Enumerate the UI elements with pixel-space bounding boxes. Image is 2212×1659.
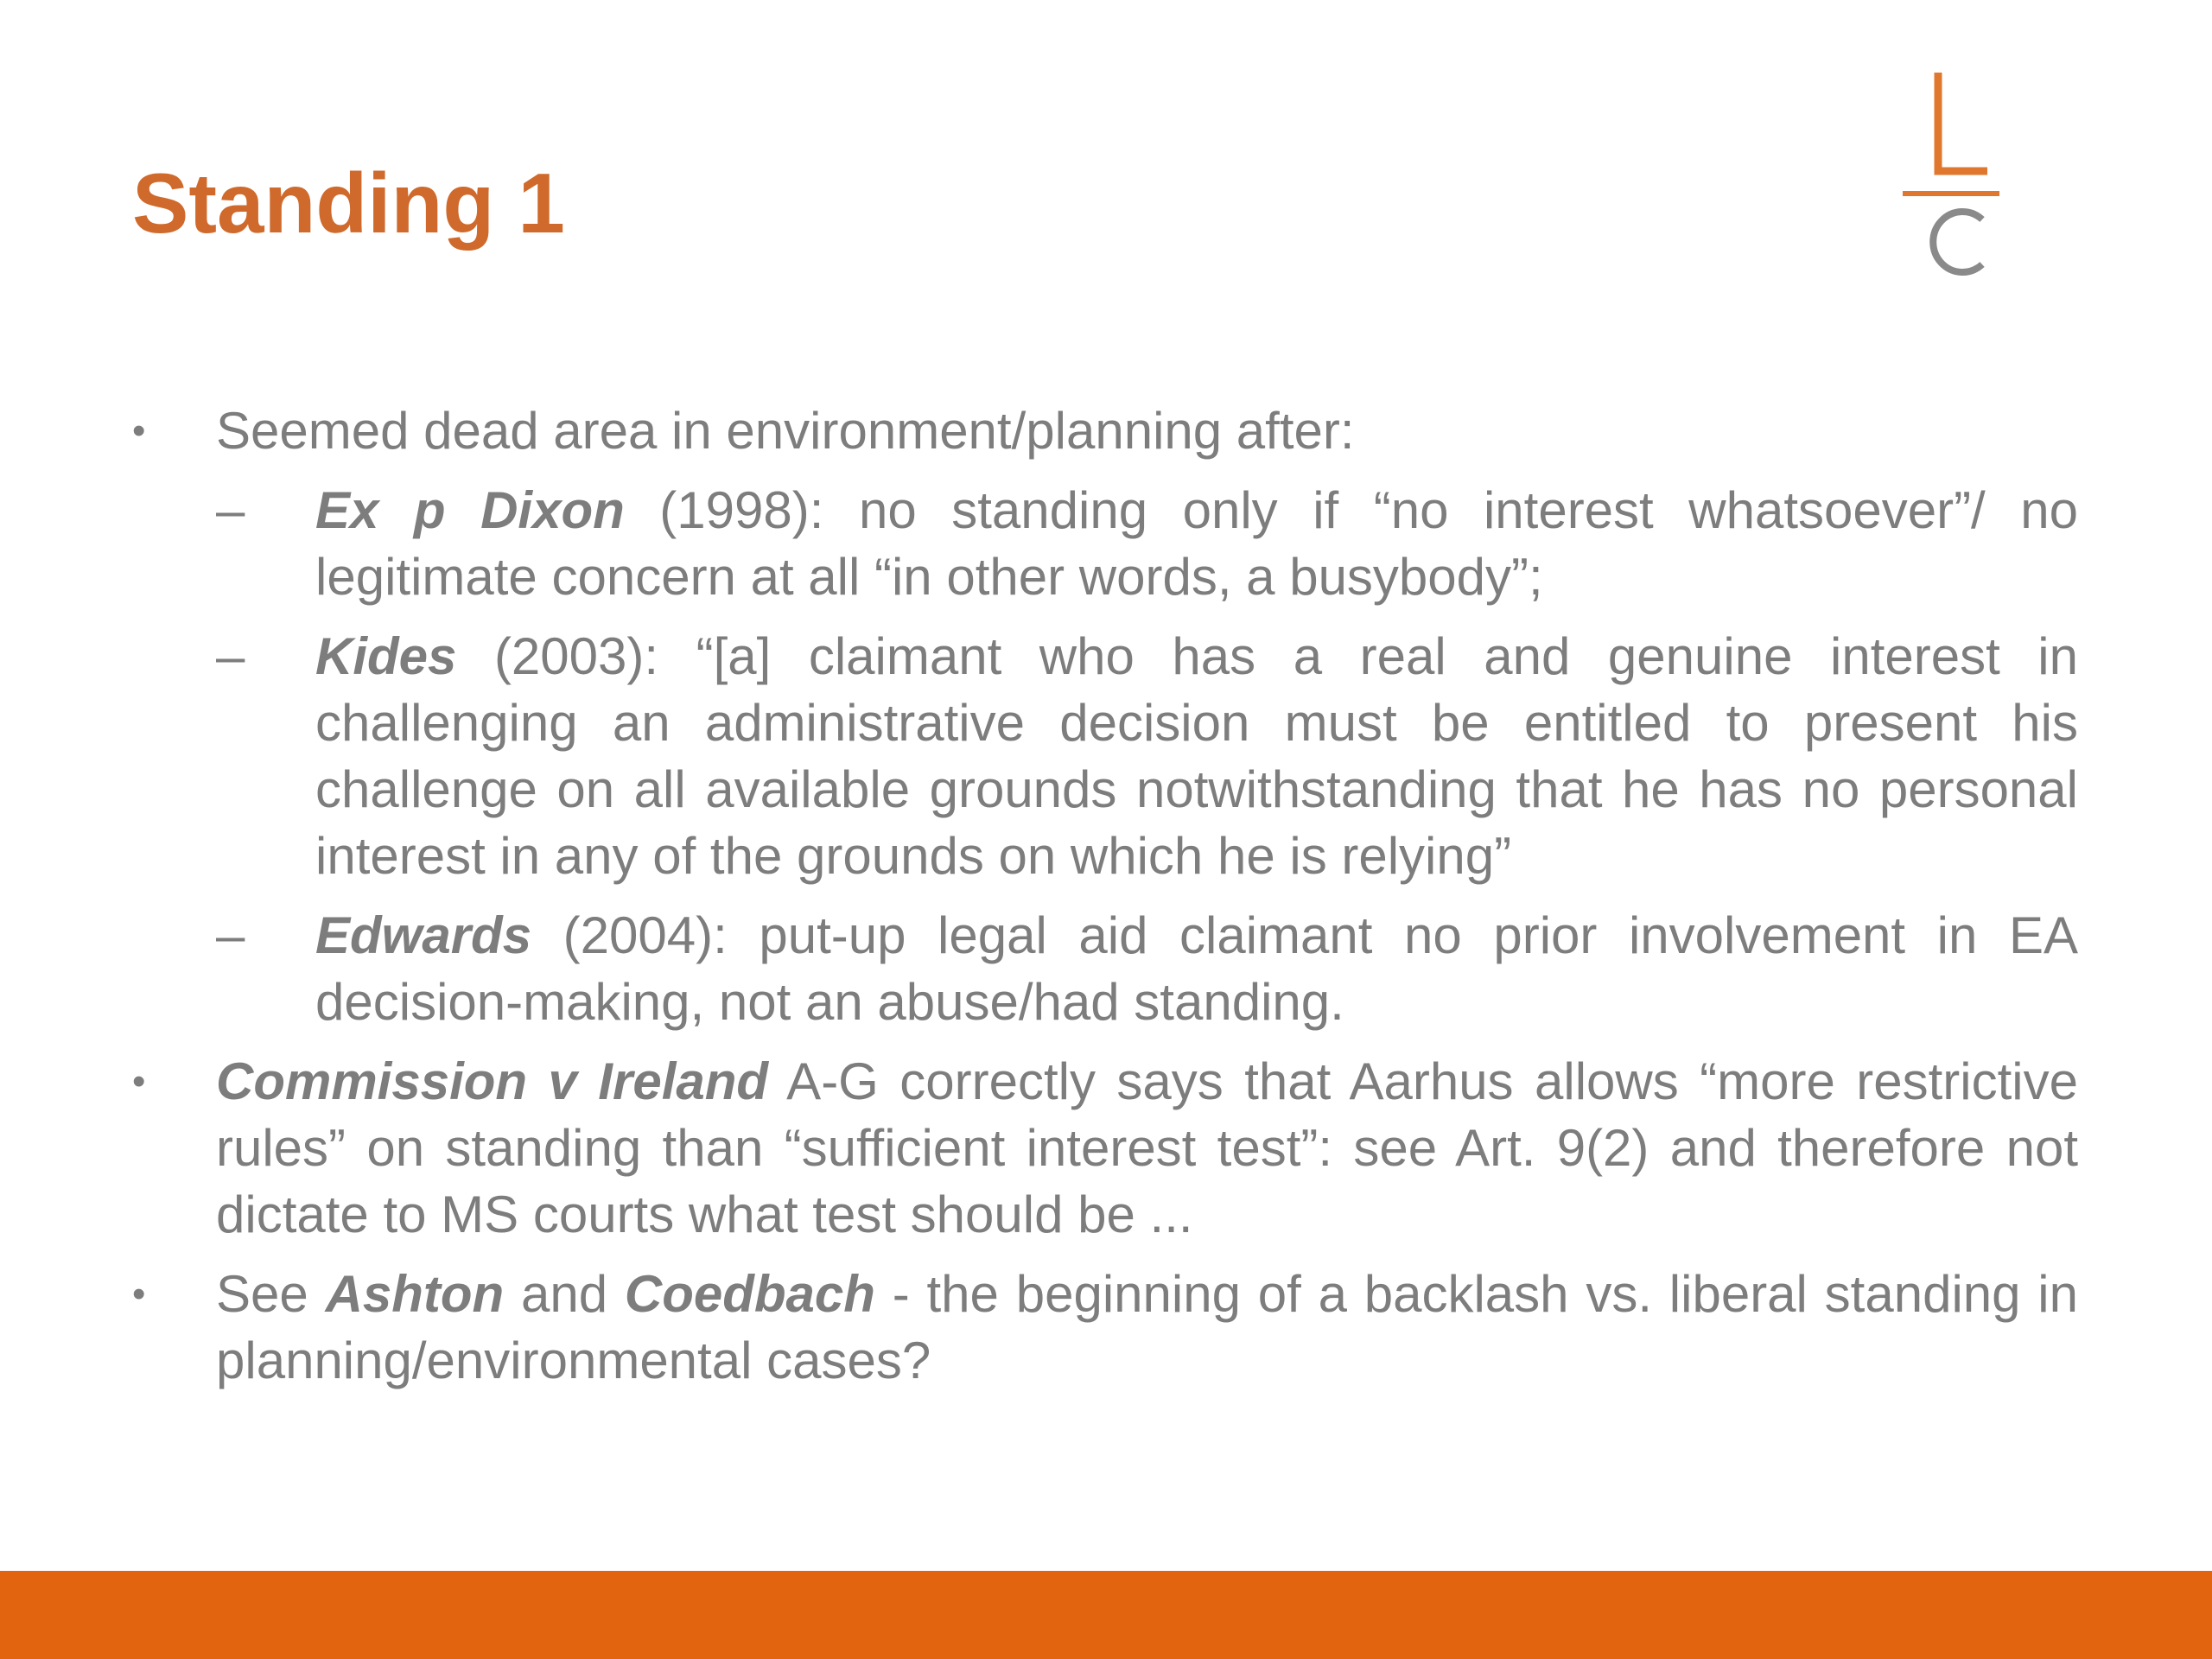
dash-marker: – xyxy=(216,627,245,685)
subitem-dixon xyxy=(216,477,2078,610)
case-name-coedbach: Coedbach xyxy=(624,1265,875,1323)
bullet-marker: • xyxy=(132,410,146,452)
slide-title: Standing 1 xyxy=(132,156,565,251)
dash-marker: – xyxy=(216,481,245,539)
footer-bar xyxy=(0,1571,2212,1659)
bullet-1-text: Seemed dead area in environment/planning after: xyxy=(216,402,1355,460)
bullet-marker: • xyxy=(132,1060,146,1103)
case-name-ashton: Ashton xyxy=(325,1265,505,1323)
lc-logo xyxy=(1892,62,2005,287)
case-name-dixon: Ex p Dixon xyxy=(315,481,625,539)
bullet-marker: • xyxy=(132,1273,146,1315)
bullet-3-middle: and xyxy=(504,1265,625,1323)
bullet-3-prefix: See xyxy=(216,1265,326,1323)
subitem-kides-text: (2003): “[a] claimant who has a real and genuine interest in challenging an administrative decision must be entitled to present his challenge on all available grounds notwithstanding that he has no personal interest in any of the grounds on which he is relying” xyxy=(315,627,2078,885)
slide-body xyxy=(132,397,2078,1407)
logo-letter-l xyxy=(1938,73,1987,171)
subitem-edwards xyxy=(216,902,2078,1035)
case-name-kides: Kides xyxy=(315,627,457,685)
logo-letter-c xyxy=(1933,212,1982,272)
case-name-commission: Commission v Ireland xyxy=(216,1052,769,1110)
subitem-dixon-text: (1998): no standing only if “no interest whatsoever”/ no legitimate concern at all “in other words, a busybody”; xyxy=(315,481,2078,606)
case-name-edwards: Edwards xyxy=(315,906,532,964)
bullet-3 xyxy=(132,1261,2078,1394)
bullet-3-text: - the beginning of a backlash vs. liberal standing in planning/environmental cases? xyxy=(216,1265,2079,1389)
subitem-kides xyxy=(216,623,2078,889)
bullet-2-text: A-G correctly says that Aarhus allows “more restrictive rules” on standing than “sufficient interest test”: see Art. 9(2) and therefore not dictate to MS courts what test should be ... xyxy=(216,1052,2078,1243)
dash-marker: – xyxy=(216,906,245,964)
subitem-edwards-text: (2004): put-up legal aid claimant no prior involvement in EA decision-making, not an abuse/had standing. xyxy=(315,906,2078,1031)
bullet-1 xyxy=(132,397,2078,464)
bullet-2 xyxy=(132,1048,2078,1248)
